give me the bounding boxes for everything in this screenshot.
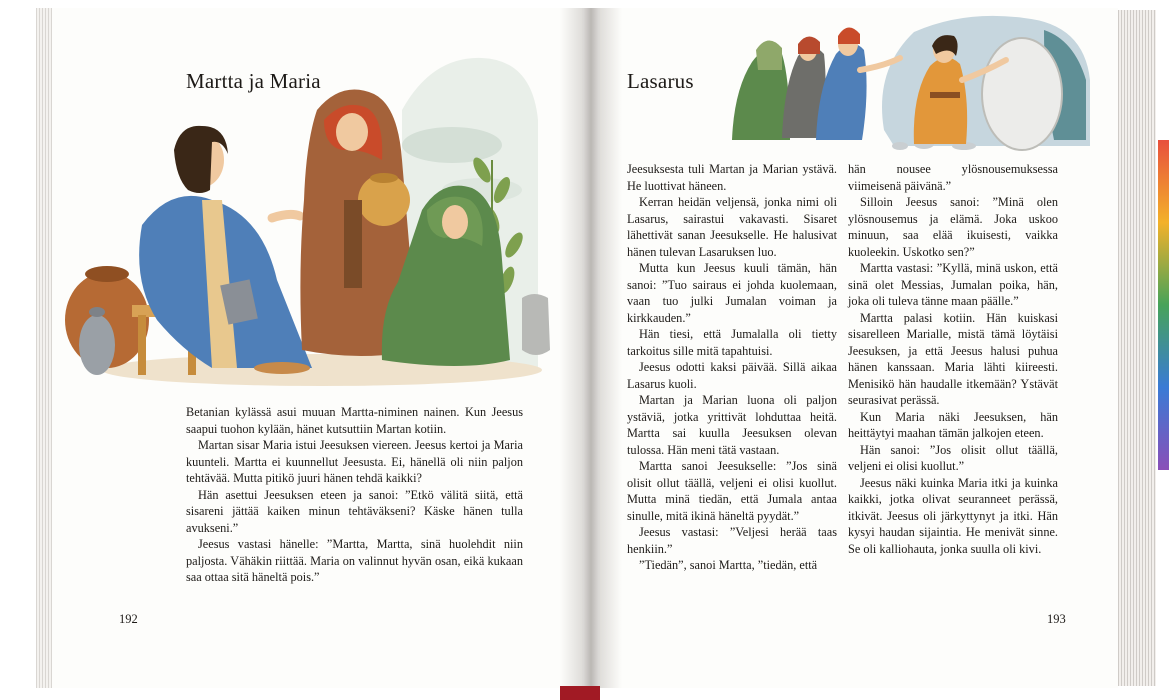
right-page-column-1	[627, 161, 837, 574]
right-page-title: Lasarus	[627, 69, 694, 93]
paragraph: Hän tiesi, että Jumalalla oli tietty tarkoitus sille mitä tapahtuisi.	[627, 327, 837, 358]
paragraph: Silloin Jeesus sanoi: ”Minä olen ylösnousemus ja elämä. Joka uskoo minuun, saa elää ikuisesti, vaikka kuoleekin. Uskotko sen?”	[848, 195, 1058, 259]
paragraph: Jeesus odotti kaksi päivää. Sillä aikaa Lasarus kuoli.	[627, 360, 837, 391]
paragraph: Kun Maria näki Jeesuksen, hän heittäytyi maahan tämän jalkojen eteen.	[848, 409, 1058, 440]
paragraph: Martta sanoi Jeesukselle: ”Jos sinä olisit ollut täällä, veljeni ei olisi kuollut. Mutta minä tiedän, että Jumala antaa sinulle, mitä ikinä häneltä pyydät.”	[627, 459, 837, 523]
illustration-martha-and-mary	[62, 50, 550, 390]
paragraph: Jeesus vastasi hänelle: ”Martta, Martta, sinä huolehdit niin paljosta. Vähäkin riittää. Maria on valinnut hyvän osan, eikä kukaan saa ottaa sitä häneltä pois.”	[186, 537, 523, 584]
left-page-title: Martta ja Maria	[186, 69, 321, 93]
paragraph: Martan ja Marian luona oli paljon ystäviä, jotka yrittivät lohduttaa heitä. Martta sai kuulla Jeesuksen olevan tulossa. Hän meni tätä vastaan.	[627, 393, 837, 457]
page-number-right: 193	[1047, 612, 1066, 626]
left-page-text	[186, 404, 523, 586]
paragraph: hän nousee ylösnousemuksessa viimeisenä päivänä.”	[848, 162, 1058, 193]
page-number-left: 192	[119, 612, 138, 626]
paragraph: Hän sanoi: ”Jos olisit ollut täällä, veljeni ei olisi kuollut.”	[848, 442, 1058, 473]
paragraph: Mutta kun Jeesus kuuli tämän, hän sanoi: ”Tuo sairaus ei johda kuolemaan, vaan tuo julki Jumalan voiman ja kirkkauden.”	[627, 261, 837, 325]
paragraph: Kerran heidän veljensä, jonka nimi oli Lasarus, sairastui vakavasti. Sisaret lähettivät sanan Jeesukselle. He halusivat hänen tulevan Lasaruksen luo.	[627, 195, 837, 259]
book-page-edges-right	[1116, 10, 1156, 686]
paragraph: Jeesus näki kuinka Maria itki ja kuinka kaikki, jotka olivat seuranneet perässä, itkivät. Jeesus oli järkyttynyt ja itki. Hän kysyi haudan sijaintia. He menivät sinne. Se oli kalliohauta, jonka suulla oli kivi.	[848, 475, 1058, 556]
bookmark-ribbon-right	[1158, 140, 1169, 470]
book-gutter-shadow	[560, 8, 622, 688]
paragraph: Martan sisar Maria istui Jeesuksen viereen. Jeesus kertoi ja Maria kuunteli. Martta ei kuunnellut Jeesusta. Ei, hänellä oli niin paljon tehtävää. Mutta pitikö juuri hänen tehdä kaikki?	[186, 438, 523, 485]
right-page-column-2	[848, 161, 1058, 557]
paragraph: Martta vastasi: ”Kyllä, minä uskon, että sinä olet Messias, Jumalan poika, hän, joka oli tuleva tänne maan päälle.”	[848, 261, 1058, 308]
paragraph: ”Tiedän”, sanoi Martta, ”tiedän, että	[639, 558, 818, 572]
paragraph: Jeesus vastasi: ”Veljesi herää taas henkiin.”	[627, 525, 837, 556]
paragraph: Hän asettui Jeesuksen eteen ja sanoi: ”Etkö välitä siitä, että sisareni jättää kaiken minun tehtäväkseni? Käske hänen tulla avukseni.”	[186, 487, 523, 535]
illustration-procession-to-tomb	[724, 10, 1099, 152]
bookmark-ribbon-bottom	[560, 686, 600, 700]
paragraph: Martta palasi kotiin. Hän kuiskasi sisarelleen Marialle, mistä tämä löytäisi Jeesuksen, ja että Jeesus halusi puhua hänen kanssaan. Maria lähti kiireesti. Menisikö hän haudalle itkemään? Ystävät seurasivat perässä.	[848, 310, 1058, 407]
paragraph: Jeesuksesta tuli Martan ja Marian ystävä. He luottivat häneen.	[627, 162, 837, 193]
paragraph: Betanian kylässä asui muuan Martta-niminen nainen. Kun Jeesus saapui tuohon kylään, hänet kutsuttiin Martan kotiin.	[186, 405, 523, 436]
